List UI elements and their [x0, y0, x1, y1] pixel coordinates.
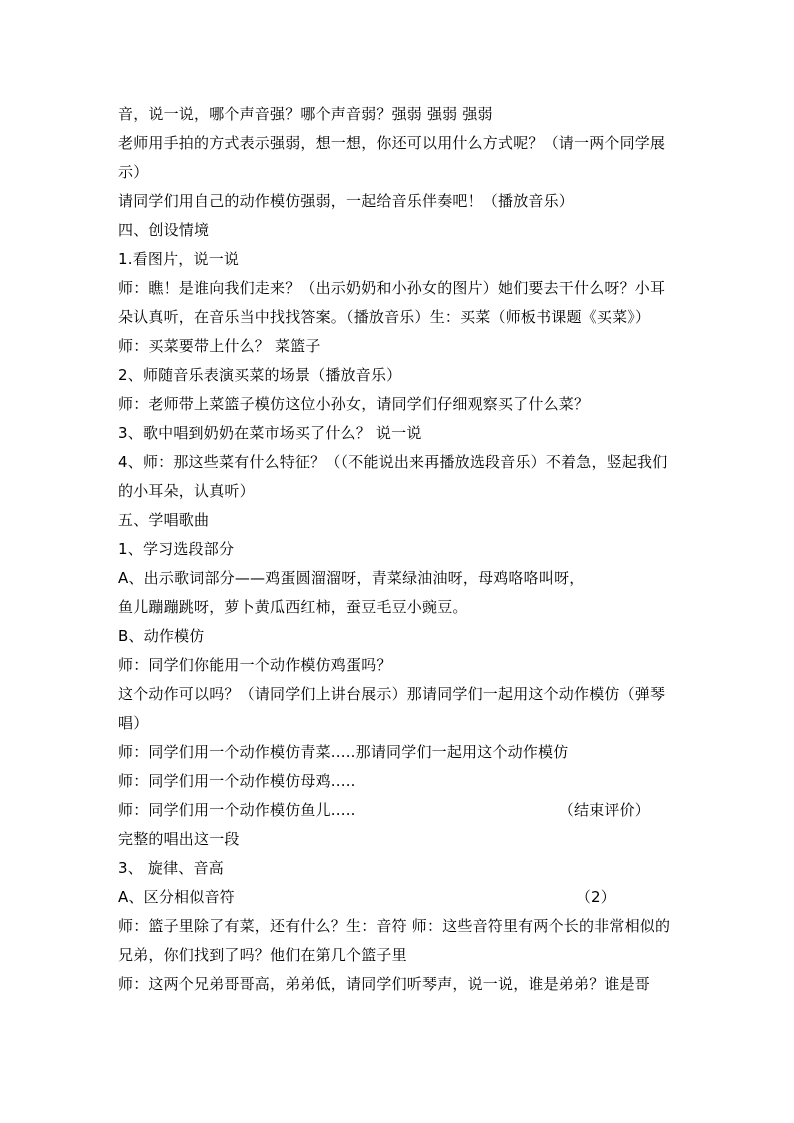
margin-note: （2）: [575, 888, 616, 906]
paragraph: 这个动作可以吗？（请同学们上讲台展示）那请同学们一起用这个动作模仿（弹琴唱）: [118, 685, 666, 732]
paragraph: 老师用手拍的方式表示强弱，想一想，你还可以用什么方式呢？（请一两个同学展示）: [118, 134, 666, 181]
paragraph: 师：老师带上菜篮子模仿这位小孙女，请同学们仔细观察买了什么菜？: [118, 395, 590, 413]
section-heading: 五、学唱歌曲: [118, 511, 210, 529]
paragraph: 师：同学们用一个动作模仿青菜.....那请同学们一起用这个动作模仿: [118, 743, 569, 761]
paragraph: 师：篮子里除了有菜，还有什么？生：音符 师：这些音符里有两个长的非常相似的兄弟，你们找到了吗？他们在第几个篮子里: [118, 917, 671, 964]
paragraph: 鱼儿蹦蹦跳呀，萝卜黄瓜西红柿，蚕豆毛豆小豌豆。: [118, 598, 468, 616]
paragraph-with-note: [118, 796, 680, 825]
paragraph: 师：这两个兄弟哥哥高，弟弟低，请同学们听琴声，说一说，谁是弟弟？谁是哥: [118, 975, 651, 993]
margin-note: （结束评价）: [558, 801, 650, 819]
paragraph: 师：同学们用一个动作模仿母鸡.....: [118, 772, 356, 790]
subheading: 3、歌中唱到奶奶在菜市场买了什么？ 说一说: [118, 424, 422, 442]
paragraph: 师：瞧！是谁向我们走来？（出示奶奶和小孙女的图片）她们要去干什么呀？小耳朵认真听，在音乐当中找找答案。（播放音乐）生：买菜（师板书课题《买菜》） 师：买菜要带上什么？ 菜篮子: [118, 279, 666, 355]
paragraph-text: 师：同学们用一个动作模仿鱼儿.....: [118, 801, 356, 819]
paragraph: 完整的唱出这一段: [118, 830, 240, 848]
document-body: [118, 100, 680, 999]
paragraph-text: A、区分相似音符: [118, 888, 235, 906]
paragraph: 师：同学们你能用一个动作模仿鸡蛋吗？: [118, 656, 392, 674]
subheading: 1.看图片，说一说: [118, 250, 240, 268]
paragraph: 音，说一说，哪个声音强？哪个声音弱？强弱 强弱 强弱: [118, 105, 493, 123]
paragraph: A、出示歌词部分——鸡蛋圆溜溜呀，青菜绿油油呀，母鸡咯咯叫呀，: [118, 569, 585, 587]
paragraph: 请同学们用自己的动作模仿强弱，一起给音乐伴奏吧！（播放音乐）: [118, 192, 575, 210]
subheading: 3、 旋律、音高: [118, 859, 224, 877]
subheading: B、动作模仿: [118, 627, 205, 645]
section-heading: 四、创设情境: [118, 221, 210, 239]
subheading: 1、学习选段部分: [118, 540, 235, 558]
subheading: 2、师随音乐表演买菜的场景（播放音乐）: [118, 366, 402, 384]
paragraph: 4、师：那这些菜有什么特征？（（不能说出来再播放选段音乐）不着急，竖起我们的小耳朵，认真听）: [118, 453, 668, 500]
paragraph-with-note: [118, 883, 680, 912]
